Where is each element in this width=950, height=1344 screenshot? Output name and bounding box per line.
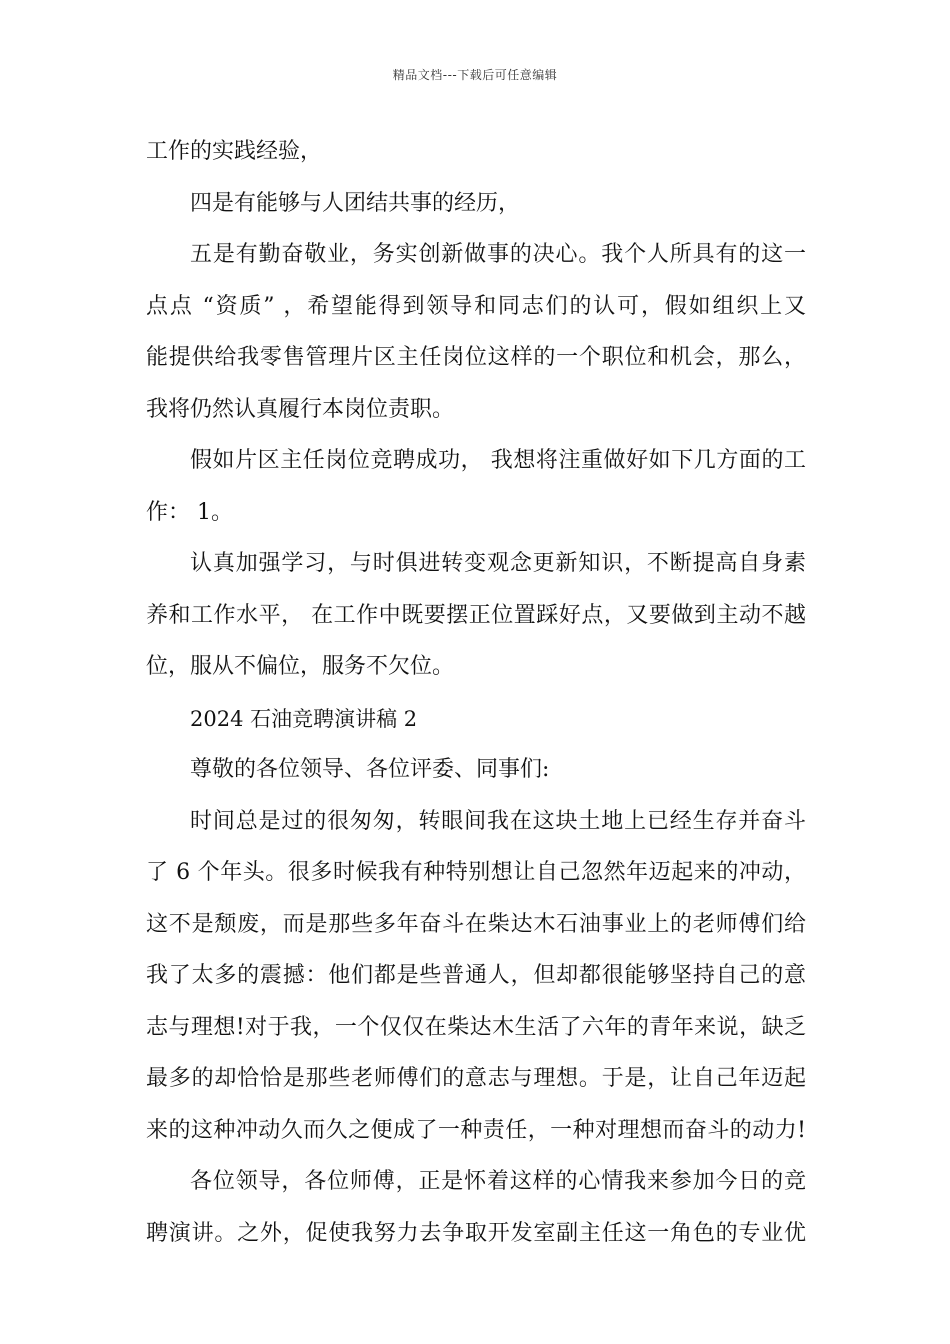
paragraph-line: 认真加强学习，与时俱进转变观念更新知识，不断提高自身素 xyxy=(190,551,806,576)
paragraph-line: 聘演讲。之外，促使我努力去争取开发室副主任这一角色的专业优 xyxy=(146,1220,806,1246)
page-header: 精品文档---下载后可任意编辑 xyxy=(392,68,558,82)
paragraph-line: 最多的却恰恰是那些老师傅们的意志与理想。于是，让自己年迈起 xyxy=(146,1066,806,1091)
paragraph-line: 点点 “资质” ，希望能得到领导和同志们的认可，假如组织上又 xyxy=(146,293,806,319)
paragraph-line: 养和工作水平， 在工作中既要摆正位置踩好点，又要做到主动不越 xyxy=(146,602,806,628)
paragraph-line: 来的这种冲动久而久之便成了一种责任，一种对理想而奋斗的动力! xyxy=(146,1117,806,1143)
document-body xyxy=(146,130,806,1263)
paragraph-line: 我将仍然认真履行本岗位责职。 xyxy=(146,396,455,422)
paragraph-line: 我了太多的震撼：他们都是些普通人，但却都很能够坚持自己的意 xyxy=(146,963,806,988)
paragraph-line: 各位领导，各位师傅，正是怀着这样的心情我来参加今日的竞 xyxy=(190,1169,806,1194)
paragraph-line: 志与理想!对于我，一个仅仅在柴达木生活了六年的青年来说，缺乏 xyxy=(146,1014,806,1040)
section-heading: 2024 石油竞聘演讲稿 2 xyxy=(190,706,418,731)
salutation-line: 尊敬的各位领导、各位评委、同事们: xyxy=(190,757,550,782)
paragraph-line: 五是有勤奋敬业，务实创新做事的决心。我个人所具有的这一 xyxy=(190,242,806,267)
paragraph-line: 时间总是过的很匆匆，转眼间我在这块土地上已经生存并奋斗 xyxy=(190,808,806,834)
paragraph-line: 了 6 个年头。很多时候我有种特别想让自己忽然年迈起来的冲动， xyxy=(146,860,806,885)
paragraph-line: 作： 1。 xyxy=(146,499,233,525)
paragraph-line: 四是有能够与人团结共事的经历， xyxy=(190,190,521,216)
paragraph-line: 能提供给我零售管理片区主任岗位这样的一个职位和机会，那么， xyxy=(146,345,806,370)
paragraph-line: 位，服从不偏位，服务不欠位。 xyxy=(146,654,455,679)
paragraph-line: 工作的实践经验， xyxy=(146,139,323,164)
paragraph-line: 假如片区主任岗位竞聘成功， 我想将注重做好如下几方面的工 xyxy=(190,448,806,473)
paragraph-line: 这不是颓废，而是那些多年奋斗在柴达木石油事业上的老师傅们给 xyxy=(146,911,806,937)
